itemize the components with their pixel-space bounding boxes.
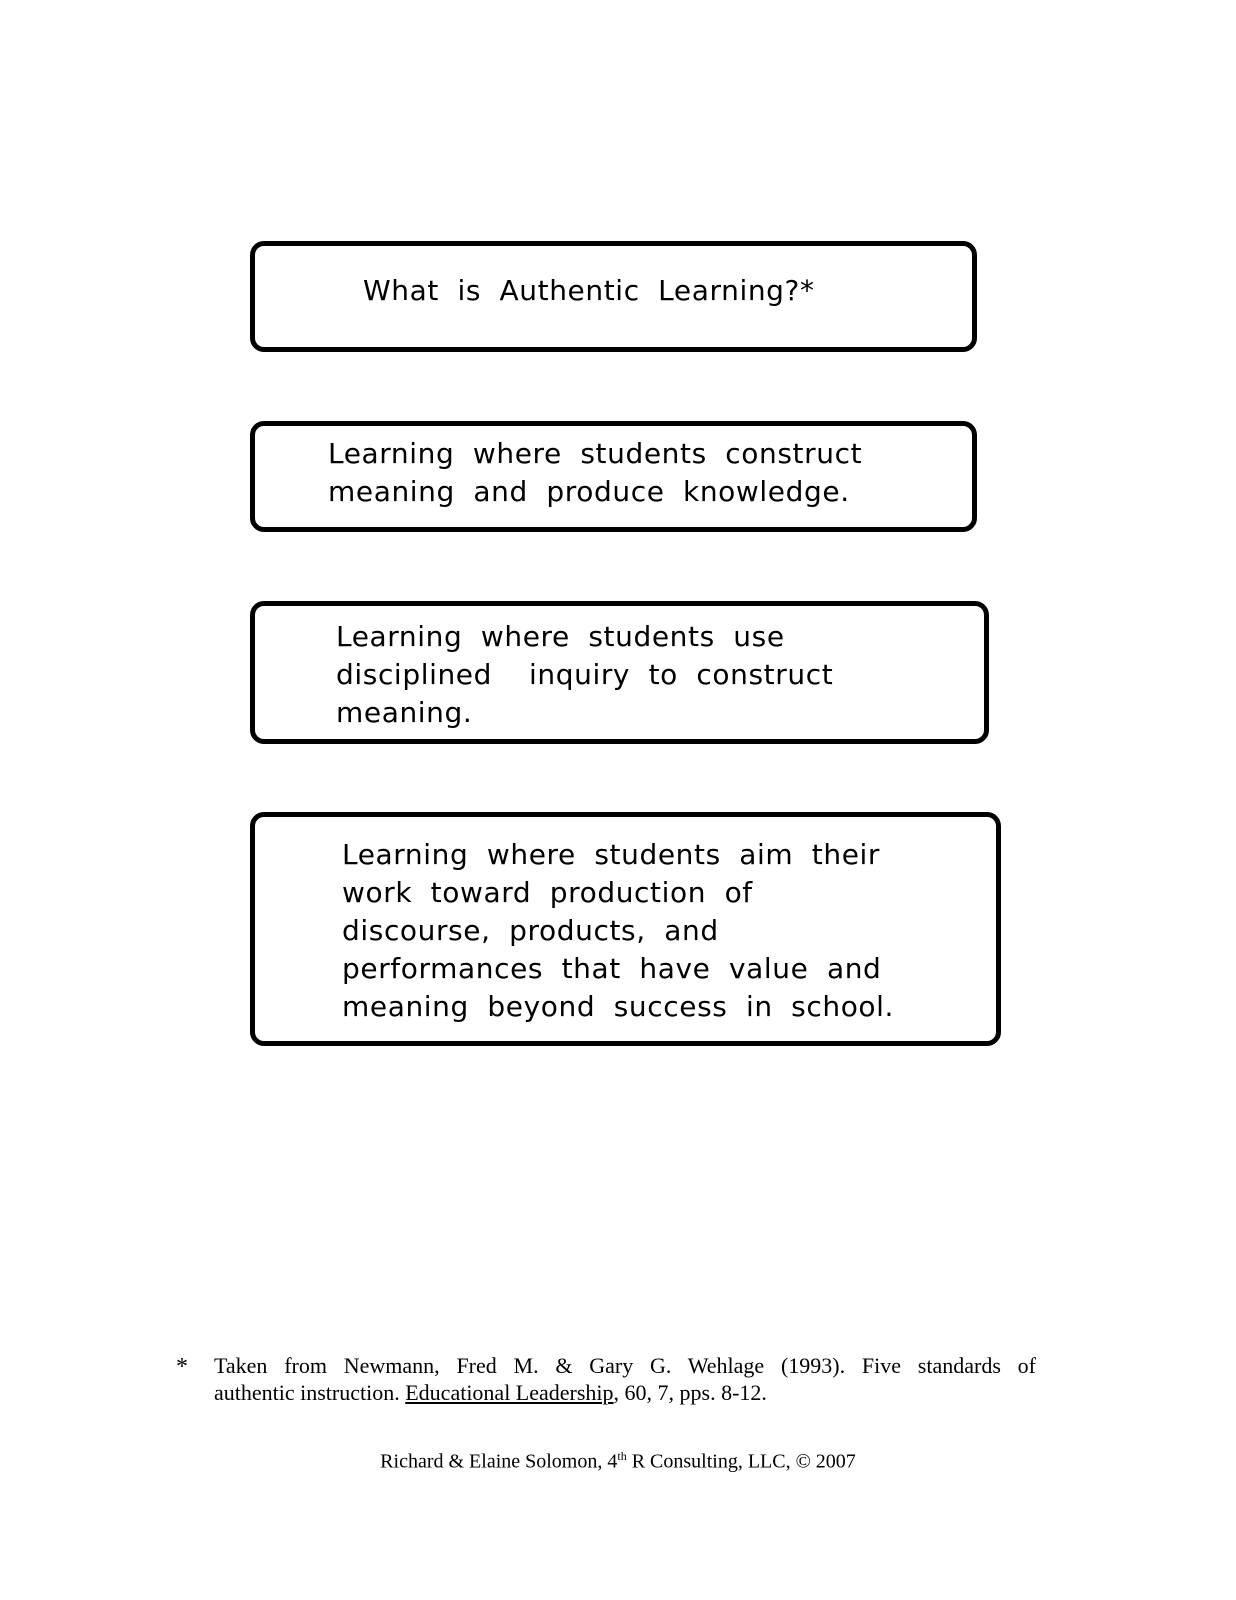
definition-line: Learning where students aim their: [342, 838, 881, 871]
footnote-line-2: [214, 1379, 1036, 1406]
copyright-suffix: R Consulting, LLC, © 2007: [626, 1450, 856, 1473]
definition-line: disciplined inquiry to construct: [336, 658, 834, 691]
definition-text: [336, 618, 833, 732]
definition-line: Learning where students construct: [328, 437, 863, 470]
definition-line: meaning and produce knowledge.: [328, 475, 850, 508]
definition-line: discourse, products, and: [342, 914, 719, 947]
copyright-prefix: Richard & Elaine Solomon, 4: [380, 1450, 618, 1473]
definition-line: meaning.: [336, 696, 473, 729]
journal-title: Educational Leadership: [405, 1380, 614, 1405]
footnote: [176, 1352, 1036, 1406]
page-title: What is Authentic Learning?*: [363, 274, 815, 307]
definition-box-value-beyond-school: [250, 812, 1001, 1046]
title-box: [250, 241, 977, 352]
definition-line: work toward production of: [342, 876, 753, 909]
footnote-line-1: Taken from Newmann, Fred M. & Gary G. Wehlage (1993). Five standards of: [214, 1353, 1036, 1378]
footnote-marker: *: [176, 1354, 188, 1380]
copyright-notice: [0, 1449, 1236, 1474]
definition-text: [342, 836, 894, 1026]
footnote-citation: [214, 1352, 1036, 1406]
definition-line: performances that have value and: [342, 952, 882, 985]
definition-text: [328, 435, 862, 511]
definition-box-disciplined-inquiry: [250, 601, 989, 744]
footnote-line-2-prefix: authentic instruction.: [214, 1380, 406, 1405]
definition-line: Learning where students use: [336, 620, 785, 653]
definition-box-construct-meaning: [250, 421, 977, 532]
definition-line: meaning beyond success in school.: [342, 990, 895, 1023]
copyright-superscript: th: [617, 1449, 627, 1463]
footnote-line-2-suffix: , 60, 7, pps. 8-12.: [613, 1380, 767, 1405]
